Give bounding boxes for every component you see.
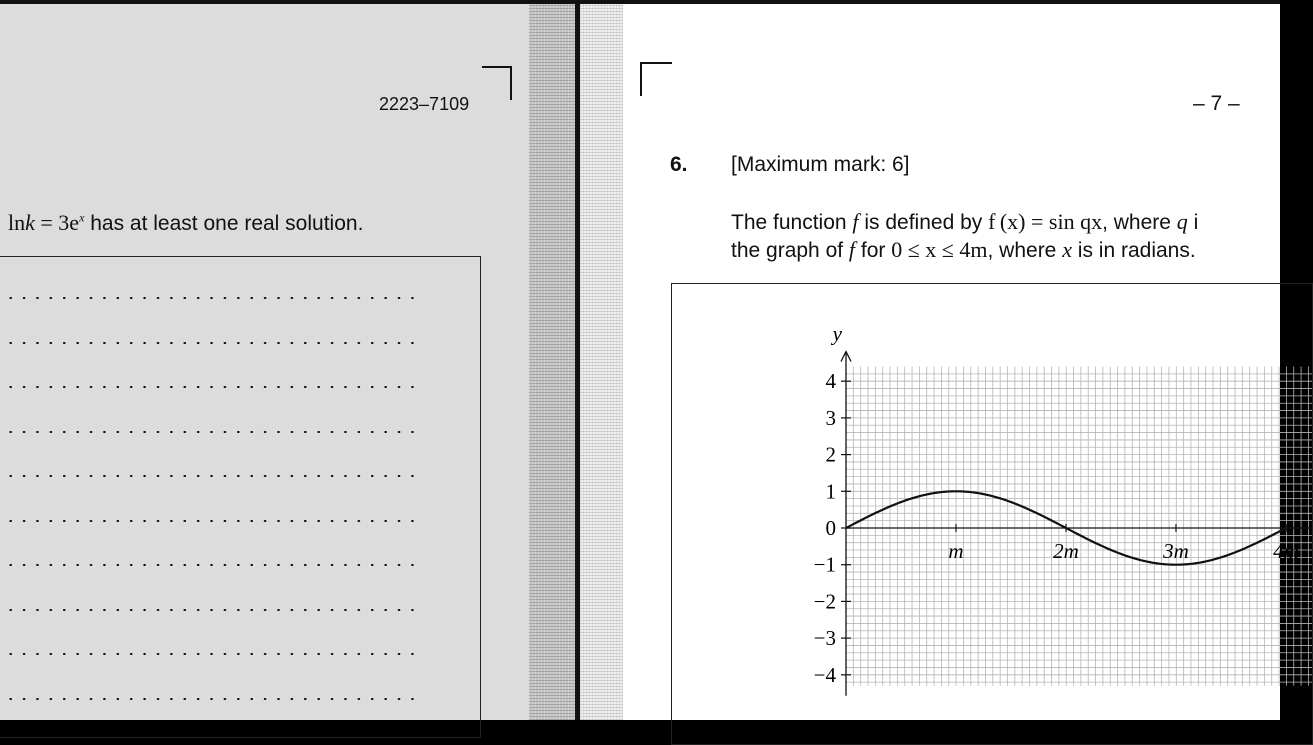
answer-dotted-line [4,342,420,344]
answer-dotted-line [4,653,420,655]
maximum-mark: [Maximum mark: 6] [731,153,910,176]
answer-dotted-line [4,475,420,477]
y-tick-label: −3 [813,626,836,651]
answer-dotted-line [4,698,420,700]
binding-strip-left [529,4,575,720]
question-text: $\ln k = 3e^x$ has at least one real solution. [8,210,364,235]
answer-dotted-line [4,297,420,299]
graph-box [671,283,1313,745]
x-tick-label: 2m [1053,539,1079,563]
x-tick-label: 4m [1273,539,1299,563]
exam-code: 2223–7109 [379,94,470,114]
binding-strip-right [580,4,623,720]
x-tick-label: 3m [1163,539,1189,563]
math-expression: $\ln k = 3e^x$ [8,210,85,235]
crop-mark [640,62,672,96]
left-page [0,4,529,720]
question-line-2: the graph of f for 0 ≤ x ≤ 4m, where x is in radians. [731,237,1196,262]
y-tick-label: 1 [825,479,836,504]
answer-dotted-line [4,386,420,388]
answer-dotted-line [4,564,420,566]
question-number: 6. [670,153,688,176]
y-tick-label: −1 [813,552,836,577]
y-tick-label: 2 [825,442,836,467]
y-tick-label: 3 [825,405,836,430]
x-tick-label: m [948,539,964,563]
y-tick-label: 0 [825,516,836,540]
y-tick-label: −2 [813,589,836,614]
page-number: – 7 – [1193,92,1240,115]
y-tick-label: 4 [825,369,836,394]
y-axis-label: y [832,321,842,346]
answer-dotted-line [4,520,420,522]
question-line-1: The function f is defined by f (x) = sin qx, where q i [731,209,1199,234]
y-tick-label: −4 [813,662,836,687]
answer-dotted-line [4,609,420,611]
answer-box [0,256,481,738]
right-page [623,4,1299,720]
sine-graph [672,284,1312,744]
crop-mark [482,66,512,100]
answer-dotted-line [4,431,420,433]
